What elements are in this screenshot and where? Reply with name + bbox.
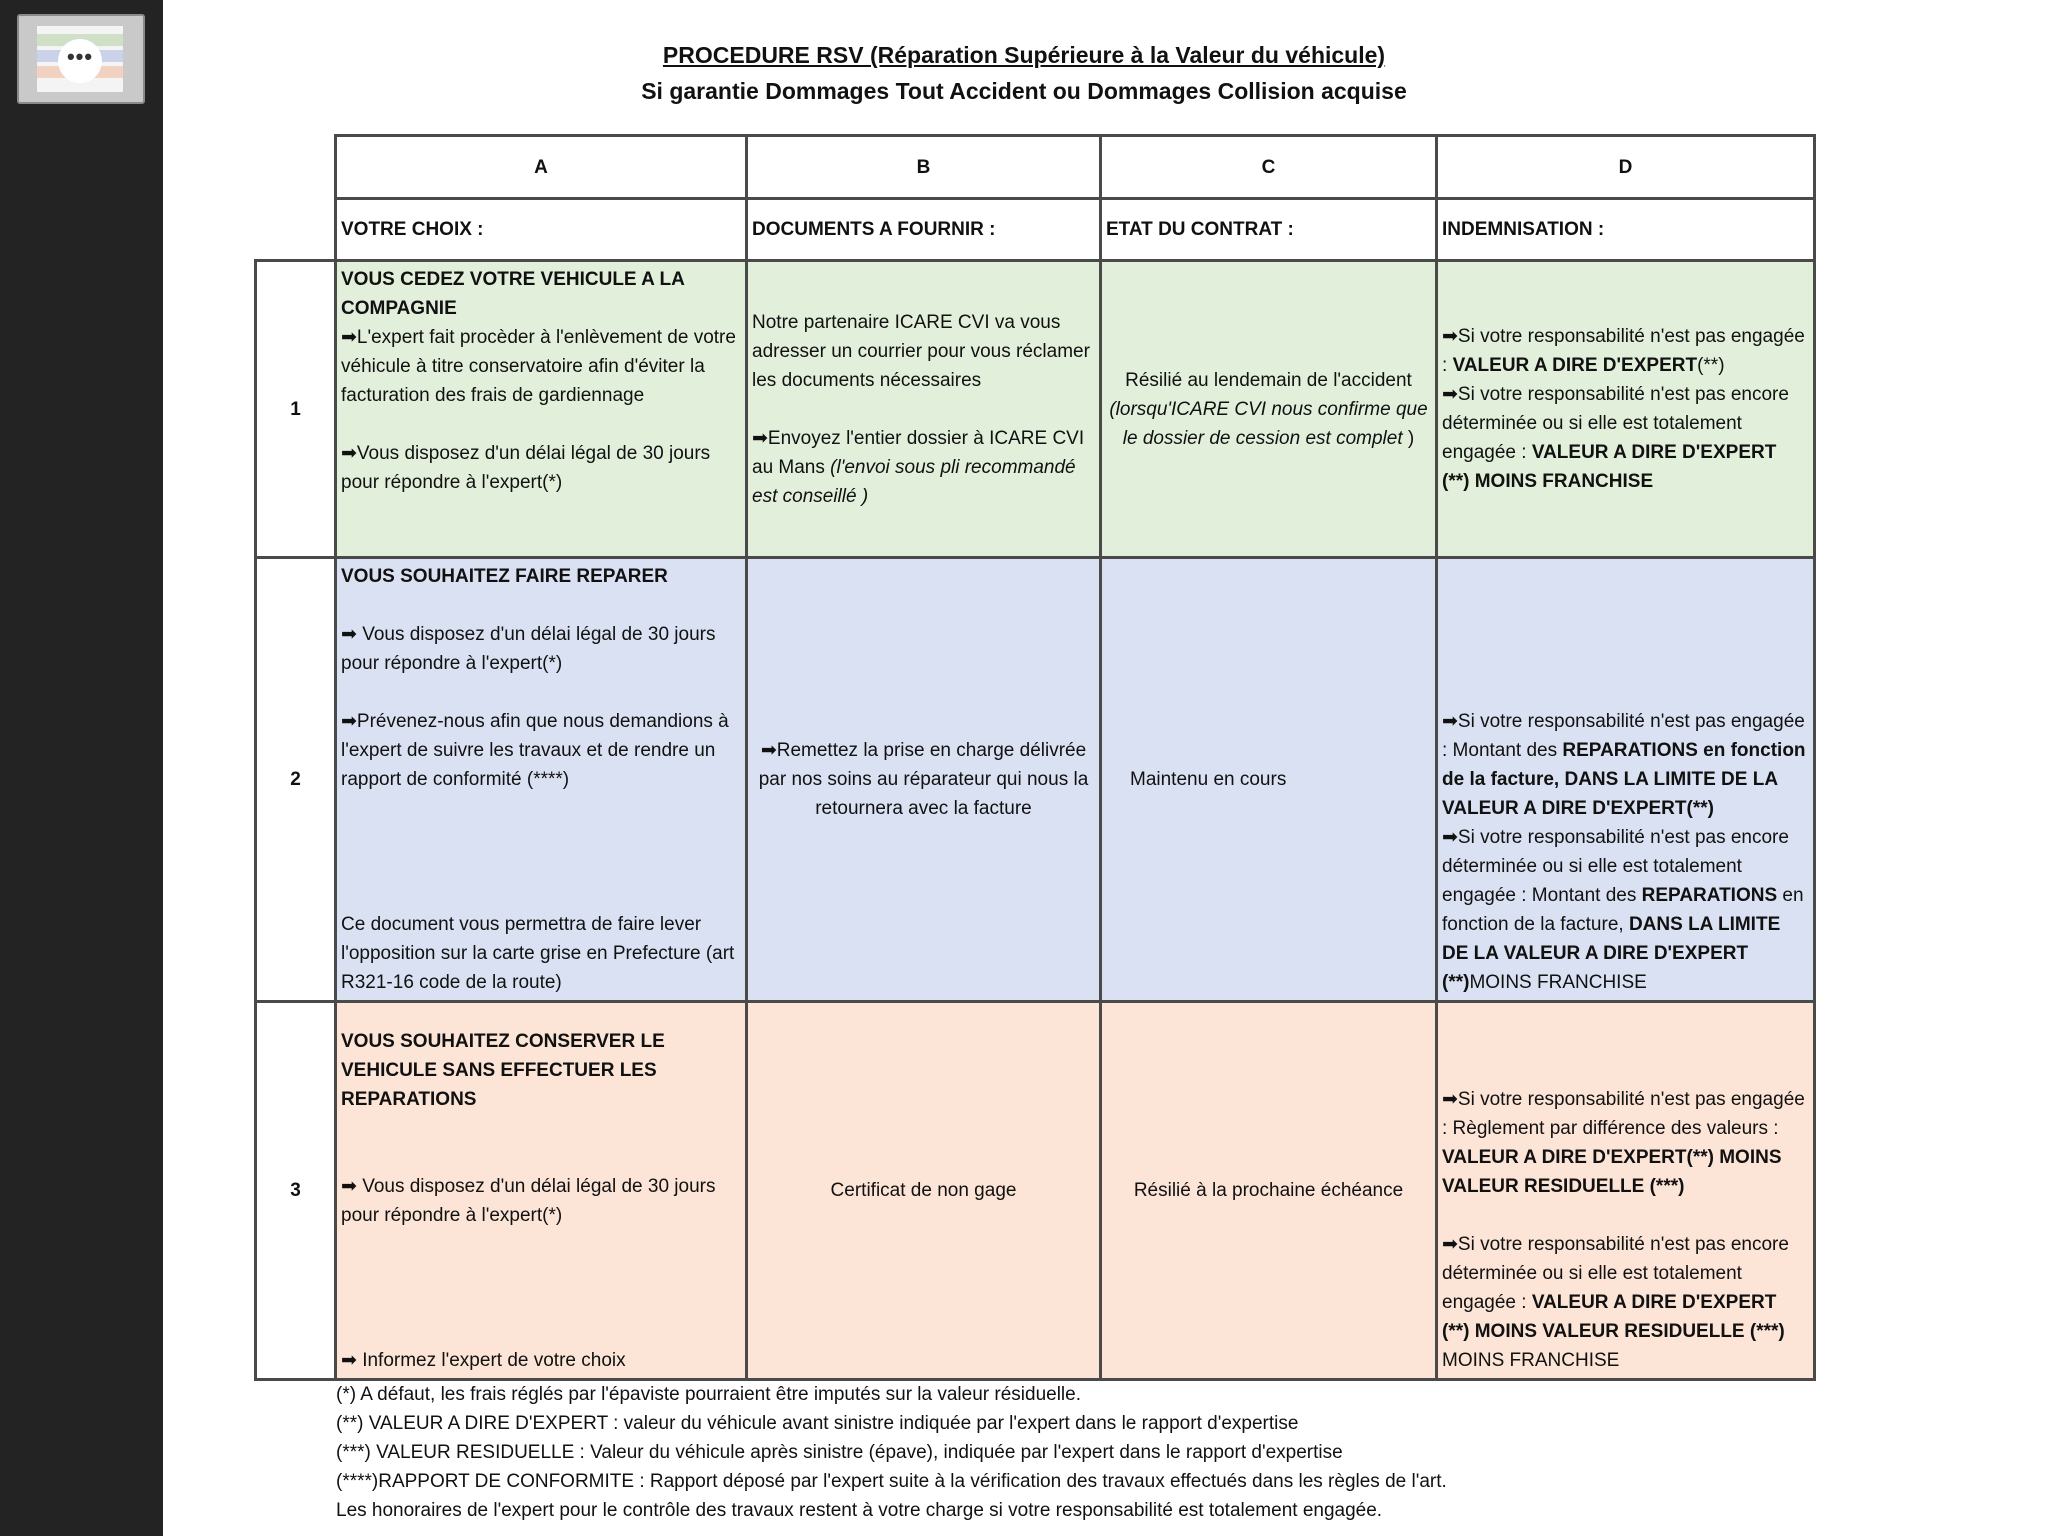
column-header-row — [256, 199, 1815, 261]
table-row-1 — [256, 261, 1815, 558]
row-number: 1 — [256, 261, 336, 558]
table-row-3 — [256, 1002, 1815, 1380]
document-subtitle: Si garantie Dommages Tout Accident ou Dommages Collision acquise — [641, 78, 1407, 104]
procedure-table — [254, 134, 1816, 1381]
choice-title: VOUS SOUHAITEZ FAIRE REPARER — [341, 566, 668, 587]
indemnity-cell: ➡Si votre responsabilité n'est pas engagée : VALEUR A DIRE D'EXPERT(**) ➡Si votre responsabilité n'est pas encore déterminée ou si elle est totalement engagée : VALEUR A DIRE D'EXPERT (**) MOINS FRANCHISE — [1437, 261, 1815, 558]
column-letter: D — [1437, 136, 1815, 199]
document-title: PROCEDURE RSV (Réparation Supérieure à la Valeur du véhicule) — [662, 42, 1386, 68]
column-header: INDEMNISATION : — [1437, 199, 1815, 261]
arrow-icon: ➡ — [341, 327, 357, 348]
footnote: Les honoraires de l'expert pour le contrôle des travaux restent à votre charge si votre responsabilité est totalement engagée. — [336, 1500, 1383, 1521]
documents-cell: Certificat de non gage — [747, 1002, 1101, 1380]
arrow-icon: ➡ — [752, 427, 768, 449]
contract-cell: Résilié à la prochaine échéance — [1101, 1002, 1437, 1380]
documents-cell: ➡Remettez la prise en charge délivrée par nos soins au réparateur qui nous la retournera avec la facture — [747, 558, 1101, 1002]
indemnity-cell: ➡Si votre responsabilité n'est pas engagée : Règlement par différence des valeurs : VALEUR A DIRE D'EXPERT(**) MOINS VALEUR RESIDUELLE (***) ➡Si votre responsabilité n'est pas encore déterminée ou si elle est totalement engagée : VALEUR A DIRE D'EXPERT (**) MOINS VALEUR RESIDUELLE (***) MOINS FRANCHISE — [1437, 1002, 1815, 1380]
contract-cell: Maintenu en cours — [1101, 558, 1437, 1002]
choice-title: VOUS CEDEZ VOTRE VEHICULE A LA COMPAGNIE — [341, 269, 685, 319]
row-number: 3 — [256, 1002, 336, 1380]
arrow-icon: ➡ — [760, 740, 777, 761]
column-letter: B — [747, 136, 1101, 199]
arrow-icon: ➡ — [341, 624, 357, 645]
column-letter-row — [256, 136, 1815, 199]
column-letter: C — [1101, 136, 1437, 199]
arrow-icon: ➡ — [1442, 326, 1458, 347]
footnote: (***) VALEUR RESIDUELLE : Valeur du véhicule après sinistre (épave), indiquée par l'expert dans le rapport d'expertise — [336, 1442, 1343, 1463]
choice-title: VOUS SOUHAITEZ CONSERVER LE VEHICULE SANS EFFECTUER LES REPARATIONS — [341, 1031, 665, 1110]
arrow-icon: ➡ — [341, 1350, 357, 1371]
more-options-icon[interactable]: ••• — [58, 39, 102, 83]
contract-cell: Résilié au lendemain de l'accident (lorsqu'ICARE CVI nous confirme que le dossier de cession est complet ) — [1101, 261, 1437, 558]
footnote: (*) A défaut, les frais réglés par l'épaviste pourraient être imputés sur la valeur résiduelle. — [336, 1384, 1081, 1405]
arrow-icon: ➡ — [1442, 711, 1458, 732]
documents-cell: Notre partenaire ICARE CVI va vous adresser un courrier pour vous réclamer les documents nécessaires ➡Envoyez l'entier dossier à ICARE CVI au Mans (l'envoi sous pli recommandé est conseillé ) — [747, 261, 1101, 558]
footnote: (****)RAPPORT DE CONFORMITE : Rapport déposé par l'expert suite à la vérification des travaux effectués dans les règles de l'art. — [336, 1471, 1447, 1492]
choice-cell: VOUS CEDEZ VOTRE VEHICULE A LA COMPAGNIE ➡L'expert fait procèder à l'enlèvement de votre véhicule à titre conservatoire afin d'éviter la facturation des frais de gardiennage ➡Vous disposez d'un délai légal de 30 jours pour répondre à l'expert(*) — [336, 261, 747, 558]
arrow-icon: ➡ — [341, 1176, 357, 1197]
footnotes — [336, 1380, 1447, 1525]
column-letter: A — [336, 136, 747, 199]
arrow-icon: ➡ — [1442, 1234, 1458, 1255]
footnote: (**) VALEUR A DIRE D'EXPERT : valeur du véhicule avant sinistre indiquée par l'expert dans le rapport d'expertise — [336, 1413, 1299, 1434]
table-row-2 — [256, 558, 1815, 1002]
arrow-icon: ➡ — [341, 711, 357, 732]
choice-cell: VOUS SOUHAITEZ FAIRE REPARER ➡ Vous disposez d'un délai légal de 30 jours pour répondre à l'expert(*) ➡Prévenez-nous afin que nous demandions à l'expert de suivre les travaux et de rendre un rapport de conformité (****) Ce document vous permettra de faire lever l'opposition sur la carte grise en Prefecture (art R321-16 code de la route) — [336, 558, 747, 1002]
viewer-sidebar — [0, 0, 163, 1536]
arrow-icon: ➡ — [1442, 827, 1458, 848]
column-header: ETAT DU CONTRAT : — [1101, 199, 1437, 261]
arrow-icon: ➡ — [341, 443, 357, 464]
choice-cell: VOUS SOUHAITEZ CONSERVER LE VEHICULE SANS EFFECTUER LES REPARATIONS ➡ Vous disposez d'un délai légal de 30 jours pour répondre à l'expert(*) ➡ Informez l'expert de votre choix — [336, 1002, 747, 1380]
column-header: DOCUMENTS A FOURNIR : — [747, 199, 1101, 261]
arrow-icon: ➡ — [1442, 1089, 1458, 1110]
arrow-icon: ➡ — [1442, 384, 1458, 405]
indemnity-cell: ➡Si votre responsabilité n'est pas engagée : Montant des REPARATIONS en fonction de la facture, DANS LA LIMITE DE LA VALEUR A DIRE D'EXPERT(**) ➡Si votre responsabilité n'est pas encore déterminée ou si elle est totalement engagée : Montant des REPARATIONS en fonction de la facture, DANS LA LIMITE DE LA VALEUR A DIRE D'EXPERT (**)MOINS FRANCHISE — [1437, 558, 1815, 1002]
column-header: VOTRE CHOIX : — [336, 199, 747, 261]
row-number: 2 — [256, 558, 336, 1002]
